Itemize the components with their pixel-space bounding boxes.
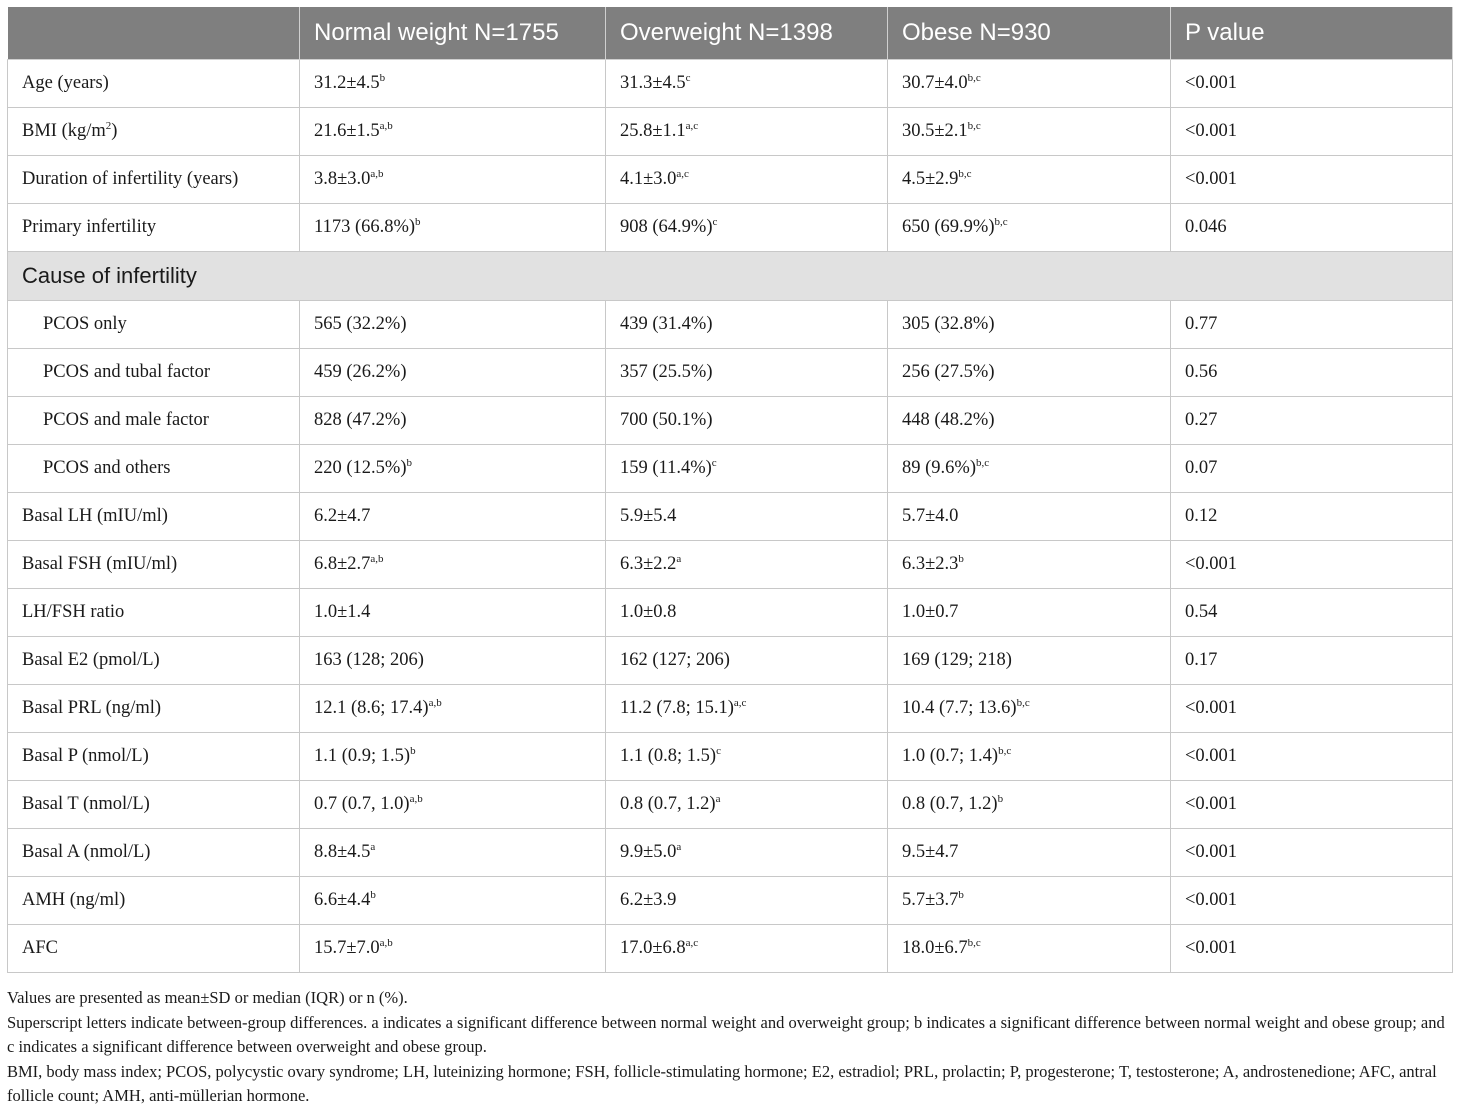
value-cell xyxy=(300,204,606,252)
significance-superscript: b,c xyxy=(967,937,981,949)
significance-superscript: a,c xyxy=(733,697,747,709)
significance-superscript: b,c xyxy=(958,168,972,180)
value-cell xyxy=(300,781,606,829)
cell-value: 9.9±5.0 xyxy=(620,842,677,862)
significance-superscript: b,c xyxy=(967,72,981,84)
value-cell xyxy=(300,156,606,204)
cell-value: 6.3±2.2 xyxy=(620,554,677,574)
cell-value: 6.2±4.7 xyxy=(314,506,371,526)
cell-value: 1173 (66.8%) xyxy=(314,217,416,237)
cell-value: 162 (127; 206) xyxy=(620,650,730,670)
value-cell xyxy=(300,108,606,156)
value-cell xyxy=(888,877,1171,925)
row-label: Basal P (nmol/L) xyxy=(22,746,149,766)
table-row xyxy=(8,445,1453,493)
section-row xyxy=(8,252,1453,301)
value-cell xyxy=(1171,781,1453,829)
row-label: Basal T (nmol/L) xyxy=(22,794,150,814)
cell-value: 5.7±4.0 xyxy=(902,506,959,526)
value-cell xyxy=(606,733,888,781)
cell-value: 220 (12.5%) xyxy=(314,458,407,478)
value-cell xyxy=(300,349,606,397)
value-cell xyxy=(606,541,888,589)
row-label-cell xyxy=(8,733,300,781)
value-cell xyxy=(1171,493,1453,541)
cell-value: 0.27 xyxy=(1185,410,1218,430)
cell-value: 6.2±3.9 xyxy=(620,890,677,910)
row-label-cell xyxy=(8,589,300,637)
value-cell xyxy=(300,733,606,781)
value-cell xyxy=(606,301,888,349)
header-cell-label xyxy=(8,7,300,60)
value-cell xyxy=(1171,445,1453,493)
cell-value: 0.7 (0.7, 1.0) xyxy=(314,794,410,814)
header-row xyxy=(8,7,1453,60)
significance-superscript: b,c xyxy=(967,120,981,132)
cell-value: 5.7±3.7 xyxy=(902,890,959,910)
row-label: AMH (ng/ml) xyxy=(22,890,126,910)
row-label-cell xyxy=(8,60,300,108)
significance-superscript: b xyxy=(410,745,416,757)
row-label: Duration of infertility (years) xyxy=(22,169,239,189)
significance-superscript: b xyxy=(958,553,964,565)
value-cell xyxy=(888,733,1171,781)
value-cell xyxy=(888,60,1171,108)
cell-value: 650 (69.9%) xyxy=(902,217,995,237)
table-row xyxy=(8,637,1453,685)
value-cell xyxy=(888,445,1171,493)
cell-value: <0.001 xyxy=(1185,73,1238,93)
cell-value: 8.8±4.5 xyxy=(314,842,371,862)
value-cell xyxy=(1171,397,1453,445)
significance-superscript: a,b xyxy=(409,793,423,805)
value-cell xyxy=(1171,685,1453,733)
row-label-suffix: ) xyxy=(111,121,118,141)
value-cell xyxy=(300,493,606,541)
significance-superscript: a xyxy=(715,793,721,805)
value-cell xyxy=(888,637,1171,685)
cell-value: 357 (25.5%) xyxy=(620,362,713,382)
cell-value: <0.001 xyxy=(1185,842,1238,862)
value-cell xyxy=(888,541,1171,589)
table-row xyxy=(8,589,1453,637)
value-cell xyxy=(300,637,606,685)
value-cell xyxy=(1171,60,1453,108)
cell-value: 4.5±2.9 xyxy=(902,169,959,189)
footnote: Superscript letters indicate between-group differences. a indicates a significant difference between normal weight and overweight group; b indicates a significant difference between normal weight and obese group; and c indicates a significant difference between overweight and obese group. xyxy=(7,1012,1445,1057)
significance-superscript: a,b xyxy=(370,553,384,565)
significance-superscript: a,c xyxy=(676,168,689,180)
row-label: Basal E2 (pmol/L) xyxy=(22,650,160,670)
cell-value: 0.046 xyxy=(1185,217,1227,237)
cell-value: 89 (9.6%) xyxy=(902,458,976,478)
cell-value: 163 (128; 206) xyxy=(314,650,424,670)
significance-superscript: b,c xyxy=(975,457,990,469)
cell-value: 459 (26.2%) xyxy=(314,362,407,382)
cell-value: 30.5±2.1 xyxy=(902,121,968,141)
cell-value: 31.3±4.5 xyxy=(620,73,686,93)
cell-value: 1.1 (0.9; 1.5) xyxy=(314,746,411,766)
row-label-cell xyxy=(8,541,300,589)
table-row xyxy=(8,781,1453,829)
significance-superscript: b xyxy=(406,457,412,469)
cell-value: 1.0±0.7 xyxy=(902,602,959,622)
cell-value: 828 (47.2%) xyxy=(314,410,407,430)
data-table xyxy=(7,7,1453,973)
row-label: Age (years) xyxy=(22,73,109,93)
value-cell xyxy=(888,925,1171,973)
cell-value: 3.8±3.0 xyxy=(314,169,371,189)
value-cell xyxy=(1171,925,1453,973)
row-label: BMI (kg/m xyxy=(22,121,106,141)
table-row xyxy=(8,204,1453,252)
cell-value: 908 (64.9%) xyxy=(620,217,713,237)
row-label-cell xyxy=(8,637,300,685)
value-cell xyxy=(1171,877,1453,925)
cell-value: 5.9±5.4 xyxy=(620,506,677,526)
cell-value: 17.0±6.8 xyxy=(620,938,686,958)
row-label: LH/FSH ratio xyxy=(22,602,125,622)
row-label: PCOS and others xyxy=(43,458,171,478)
section-heading: Cause of infertility xyxy=(8,252,1453,301)
value-cell xyxy=(888,349,1171,397)
value-cell xyxy=(300,60,606,108)
table-row xyxy=(8,60,1453,108)
table-row xyxy=(8,493,1453,541)
row-label: Basal PRL (ng/ml) xyxy=(22,698,162,718)
header-cell-p-value: P value xyxy=(1171,7,1453,60)
cell-value: 0.56 xyxy=(1185,362,1218,382)
value-cell xyxy=(1171,829,1453,877)
value-cell xyxy=(300,445,606,493)
table-body xyxy=(8,60,1453,973)
cell-value: 159 (11.4%) xyxy=(620,458,712,478)
value-cell xyxy=(1171,733,1453,781)
table-row xyxy=(8,685,1453,733)
row-label: PCOS and tubal factor xyxy=(43,362,210,382)
significance-superscript: c xyxy=(716,745,721,757)
value-cell xyxy=(606,637,888,685)
value-cell xyxy=(1171,541,1453,589)
cell-value: 21.6±1.5 xyxy=(314,121,380,141)
cell-value: 1.0±1.4 xyxy=(314,602,371,622)
significance-superscript: c xyxy=(685,72,691,84)
value-cell xyxy=(888,204,1171,252)
cell-value: 10.4 (7.7; 13.6) xyxy=(902,698,1017,718)
cell-value: 256 (27.5%) xyxy=(902,362,995,382)
cell-value: 0.54 xyxy=(1185,602,1218,622)
row-label-cell xyxy=(8,685,300,733)
significance-superscript: b xyxy=(379,72,386,84)
value-cell xyxy=(300,589,606,637)
cell-value: 0.07 xyxy=(1185,458,1218,478)
row-label-cell xyxy=(8,493,300,541)
cell-value: 31.2±4.5 xyxy=(314,73,380,93)
row-label-cell xyxy=(8,877,300,925)
value-cell xyxy=(1171,108,1453,156)
value-cell xyxy=(606,493,888,541)
table-row xyxy=(8,733,1453,781)
cell-value: 700 (50.1%) xyxy=(620,410,713,430)
table-row xyxy=(8,925,1453,973)
value-cell xyxy=(606,60,888,108)
footnote: BMI, body mass index; PCOS, polycystic ovary syndrome; LH, luteinizing hormone; FSH, follicle-stimulating hormone; E2, estradiol; PRL, prolactin; P, progesterone; T, testosterone; A, androstenedione; AFC, antral follicle count; AMH, anti-müllerian hormone. xyxy=(7,1061,1437,1106)
value-cell xyxy=(888,397,1171,445)
cell-value: 0.17 xyxy=(1185,650,1218,670)
row-label-cell xyxy=(8,204,300,252)
row-label-superscript: 2 xyxy=(105,120,112,132)
cell-value: 6.3±2.3 xyxy=(902,554,959,574)
cell-value: <0.001 xyxy=(1185,698,1238,718)
cell-value: <0.001 xyxy=(1185,746,1238,766)
row-label: Primary infertility xyxy=(22,217,157,237)
cell-value: 25.8±1.1 xyxy=(620,121,686,141)
footnote: Values are presented as mean±SD or median (IQR) or n (%). xyxy=(7,988,408,1007)
header-cell-overweight: Overweight N=1398 xyxy=(606,7,888,60)
cell-value: <0.001 xyxy=(1185,794,1238,814)
significance-superscript: b,c xyxy=(998,745,1012,757)
significance-superscript: a,b xyxy=(379,120,393,132)
value-cell xyxy=(300,925,606,973)
significance-superscript: a xyxy=(676,841,682,853)
value-cell xyxy=(606,349,888,397)
row-label: PCOS and male factor xyxy=(43,410,209,430)
row-label-cell xyxy=(8,925,300,973)
significance-superscript: c xyxy=(712,216,718,228)
cell-value: 6.8±2.7 xyxy=(314,554,371,574)
value-cell xyxy=(1171,301,1453,349)
value-cell xyxy=(1171,156,1453,204)
cell-value: <0.001 xyxy=(1185,890,1238,910)
value-cell xyxy=(606,589,888,637)
value-cell xyxy=(888,108,1171,156)
table-container xyxy=(7,7,1452,973)
value-cell xyxy=(1171,589,1453,637)
row-label-cell xyxy=(8,781,300,829)
value-cell xyxy=(606,781,888,829)
value-cell xyxy=(606,829,888,877)
significance-superscript: a,b xyxy=(428,697,442,709)
value-cell xyxy=(606,877,888,925)
value-cell xyxy=(888,589,1171,637)
cell-value: 6.6±4.4 xyxy=(314,890,371,910)
table-row xyxy=(8,349,1453,397)
cell-value: 1.0±0.8 xyxy=(620,602,677,622)
value-cell xyxy=(606,925,888,973)
cell-value: 0.8 (0.7, 1.2) xyxy=(902,794,998,814)
cell-value: <0.001 xyxy=(1185,121,1238,141)
cell-value: 0.77 xyxy=(1185,314,1218,334)
value-cell xyxy=(300,685,606,733)
row-label: Basal FSH (mIU/ml) xyxy=(22,554,178,574)
significance-superscript: b,c xyxy=(994,216,1008,228)
cell-value: 305 (32.8%) xyxy=(902,314,995,334)
table-row xyxy=(8,397,1453,445)
table-row xyxy=(8,301,1453,349)
value-cell xyxy=(606,108,888,156)
header-cell-normal-weight: Normal weight N=1755 xyxy=(300,7,606,60)
value-cell xyxy=(888,781,1171,829)
table-row xyxy=(8,877,1453,925)
significance-superscript: b,c xyxy=(1016,697,1030,709)
cell-value: 448 (48.2%) xyxy=(902,410,995,430)
row-label: Basal LH (mIU/ml) xyxy=(22,506,168,526)
row-label-cell xyxy=(8,108,300,156)
significance-superscript: a,c xyxy=(685,120,699,132)
table-row xyxy=(8,108,1453,156)
value-cell xyxy=(1171,349,1453,397)
row-label-cell xyxy=(8,301,300,349)
value-cell xyxy=(606,445,888,493)
cell-value: 4.1±3.0 xyxy=(620,169,677,189)
table-footnotes xyxy=(7,986,1455,1109)
value-cell xyxy=(606,204,888,252)
cell-value: 12.1 (8.6; 17.4) xyxy=(314,698,429,718)
table-row xyxy=(8,829,1453,877)
significance-superscript: a,b xyxy=(370,168,384,180)
table-row xyxy=(8,541,1453,589)
value-cell xyxy=(888,685,1171,733)
value-cell xyxy=(300,397,606,445)
cell-value: 9.5±4.7 xyxy=(902,842,959,862)
significance-superscript: a,b xyxy=(379,937,393,949)
cell-value: 18.0±6.7 xyxy=(902,938,968,958)
value-cell xyxy=(1171,204,1453,252)
cell-value: 169 (129; 218) xyxy=(902,650,1012,670)
significance-superscript: c xyxy=(711,457,717,469)
value-cell xyxy=(300,877,606,925)
row-label: Basal A (nmol/L) xyxy=(22,842,151,862)
significance-superscript: a xyxy=(676,553,682,565)
significance-superscript: a xyxy=(370,841,376,853)
row-label-cell xyxy=(8,397,300,445)
cell-value: 0.12 xyxy=(1185,506,1218,526)
value-cell xyxy=(888,829,1171,877)
row-label: PCOS only xyxy=(43,314,127,334)
value-cell xyxy=(888,493,1171,541)
significance-superscript: b xyxy=(958,889,964,901)
cell-value: 565 (32.2%) xyxy=(314,314,407,334)
row-label-cell xyxy=(8,349,300,397)
cell-value: 1.0 (0.7; 1.4) xyxy=(902,746,999,766)
cell-value: 15.7±7.0 xyxy=(314,938,380,958)
significance-superscript: b xyxy=(370,889,376,901)
cell-value: 439 (31.4%) xyxy=(620,314,713,334)
cell-value: 0.8 (0.7, 1.2) xyxy=(620,794,716,814)
row-label-cell xyxy=(8,156,300,204)
significance-superscript: b xyxy=(415,216,421,228)
cell-value: 11.2 (7.8; 15.1) xyxy=(620,698,734,718)
significance-superscript: a,c xyxy=(685,937,699,949)
row-label-cell xyxy=(8,829,300,877)
row-label-cell xyxy=(8,445,300,493)
header-cell-obese: Obese N=930 xyxy=(888,7,1171,60)
significance-superscript: b xyxy=(997,793,1004,805)
value-cell xyxy=(300,541,606,589)
cell-value: <0.001 xyxy=(1185,938,1238,958)
cell-value: <0.001 xyxy=(1185,169,1238,189)
row-label: AFC xyxy=(22,938,58,958)
cell-value: 30.7±4.0 xyxy=(902,73,968,93)
value-cell xyxy=(1171,637,1453,685)
value-cell xyxy=(606,685,888,733)
value-cell xyxy=(888,301,1171,349)
cell-value: <0.001 xyxy=(1185,554,1238,574)
value-cell xyxy=(300,829,606,877)
cell-value: 1.1 (0.8; 1.5) xyxy=(620,746,717,766)
value-cell xyxy=(606,156,888,204)
value-cell xyxy=(606,397,888,445)
value-cell xyxy=(300,301,606,349)
table-row xyxy=(8,156,1453,204)
value-cell xyxy=(888,156,1171,204)
